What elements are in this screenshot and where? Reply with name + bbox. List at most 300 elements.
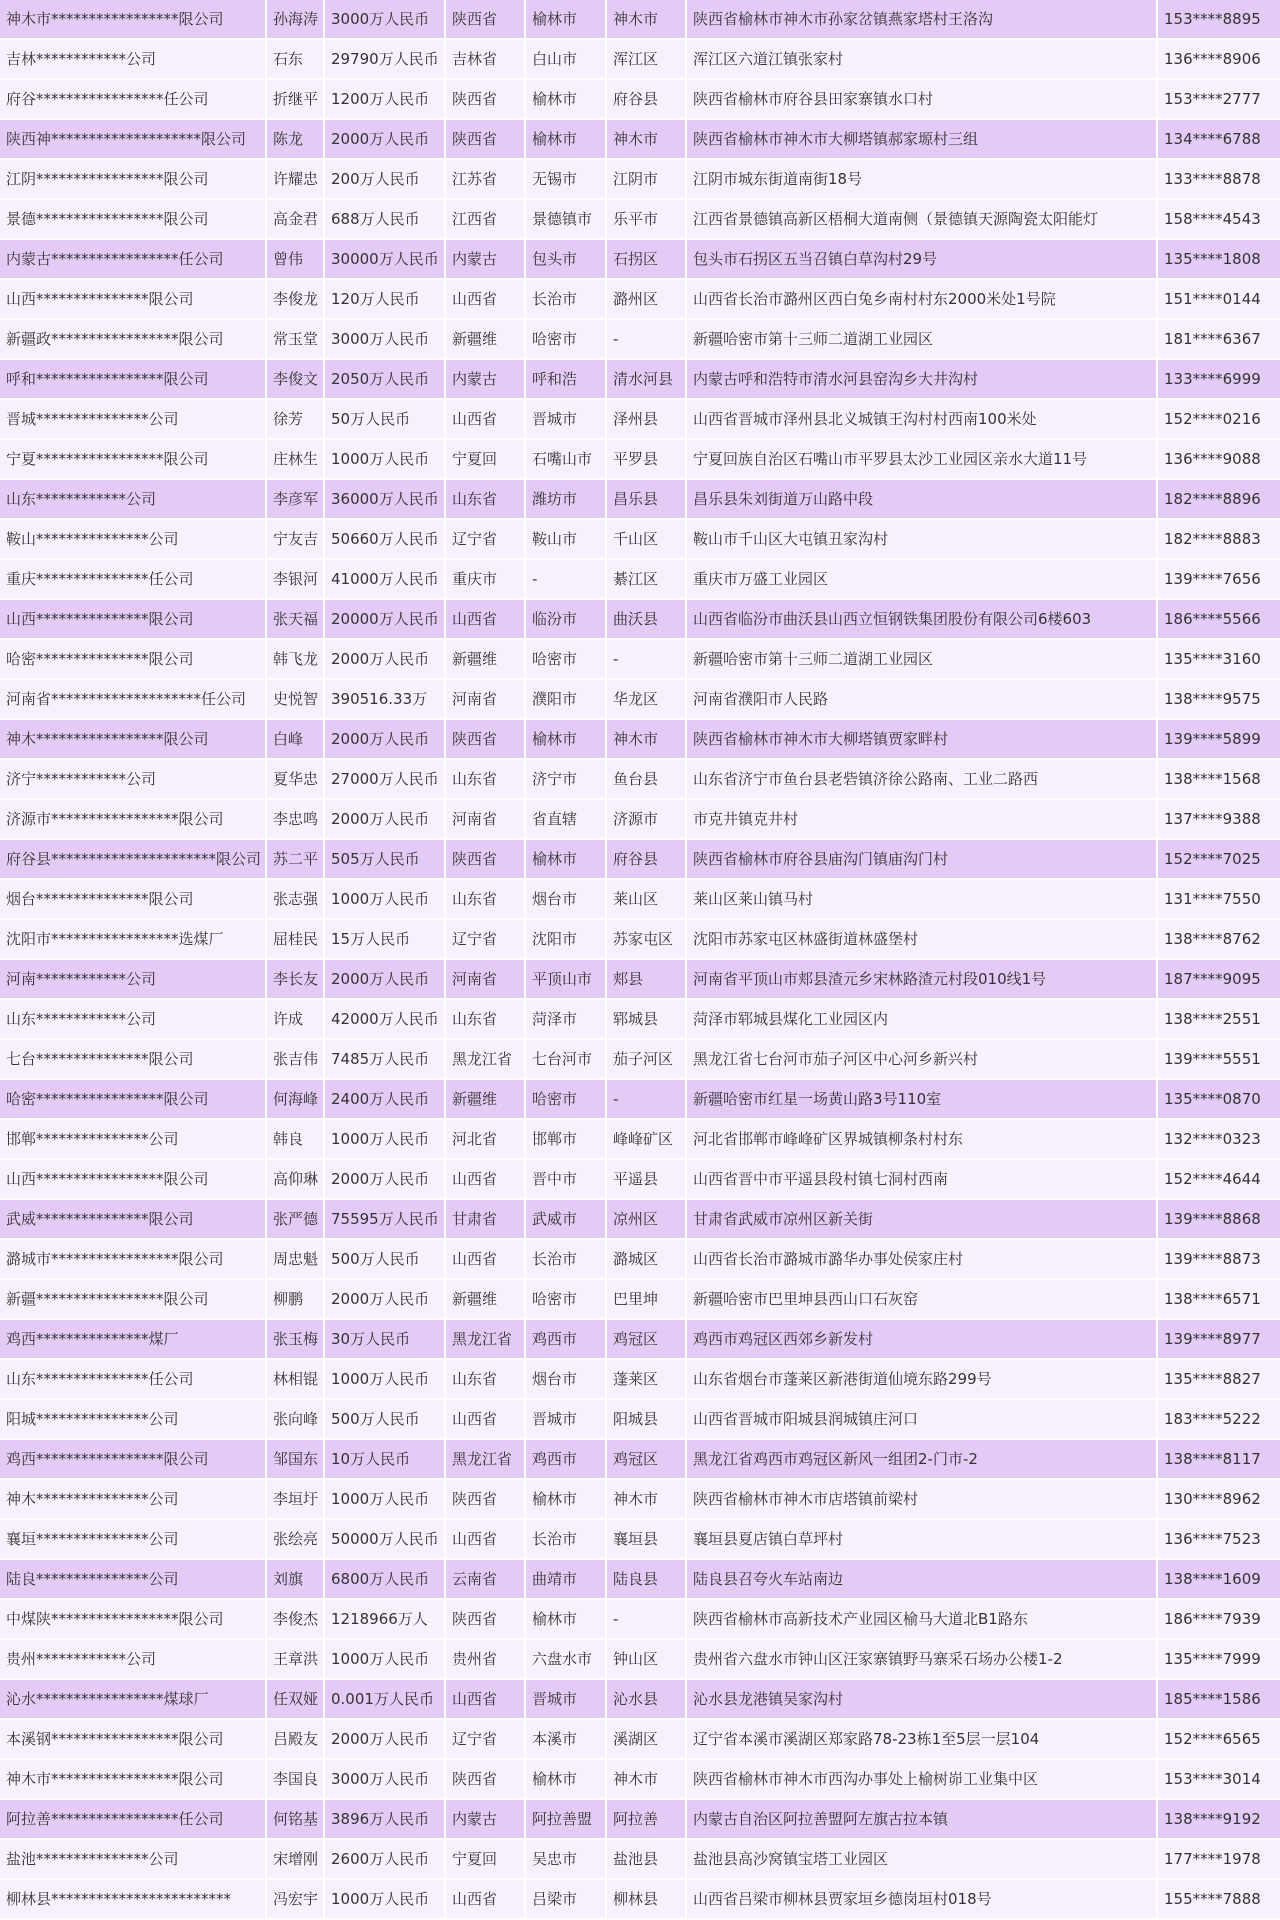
- district-cell: 浑江区: [606, 39, 686, 79]
- phone-cell: 133****6999: [1157, 359, 1280, 399]
- district-cell: 溪湖区: [606, 1719, 686, 1759]
- table-row: [0, 1479, 1280, 1519]
- company-name-cell: 鸡西*****************限公司: [0, 1439, 266, 1479]
- city-cell: 濮阳市: [525, 679, 606, 719]
- capital-cell: 3896万人民币: [324, 1799, 445, 1839]
- address-cell: 包头市石拐区五当召镇白草沟村29号: [686, 239, 1157, 279]
- city-cell: 榆林市: [525, 719, 606, 759]
- address-cell: 陕西省榆林市神木市大柳塔镇贾家畔村: [686, 719, 1157, 759]
- phone-cell: 133****8878: [1157, 159, 1280, 199]
- legal-rep-cell: 曾伟: [266, 239, 324, 279]
- phone-cell: 135****1808: [1157, 239, 1280, 279]
- phone-cell: 138****8117: [1157, 1439, 1280, 1479]
- phone-cell: 130****8962: [1157, 1479, 1280, 1519]
- city-cell: 烟台市: [525, 1359, 606, 1399]
- table-row: [0, 239, 1280, 279]
- city-cell: 哈密市: [525, 1279, 606, 1319]
- city-cell: 哈密市: [525, 639, 606, 679]
- city-cell: 烟台市: [525, 879, 606, 919]
- capital-cell: 2000万人民币: [324, 1159, 445, 1199]
- company-name-cell: 山东************公司: [0, 999, 266, 1039]
- table-row: [0, 799, 1280, 839]
- district-cell: 峰峰矿区: [606, 1119, 686, 1159]
- capital-cell: 1000万人民币: [324, 1639, 445, 1679]
- legal-rep-cell: 李俊龙: [266, 279, 324, 319]
- city-cell: 七台河市: [525, 1039, 606, 1079]
- district-cell: -: [606, 639, 686, 679]
- phone-cell: 135****0870: [1157, 1079, 1280, 1119]
- address-cell: 莱山区莱山镇马村: [686, 879, 1157, 919]
- company-name-cell: 邯郸***************公司: [0, 1119, 266, 1159]
- district-cell: 钟山区: [606, 1639, 686, 1679]
- province-cell: 山东省: [445, 759, 525, 799]
- company-name-cell: 神木市*****************限公司: [0, 0, 266, 39]
- company-name-cell: 山东***************任公司: [0, 1359, 266, 1399]
- district-cell: 茄子河区: [606, 1039, 686, 1079]
- legal-rep-cell: 吕殿友: [266, 1719, 324, 1759]
- capital-cell: 1000万人民币: [324, 879, 445, 919]
- legal-rep-cell: 柳鹏: [266, 1279, 324, 1319]
- district-cell: 沁水县: [606, 1679, 686, 1719]
- province-cell: 新疆维: [445, 1279, 525, 1319]
- address-cell: 陕西省榆林市神木市西沟办事处上榆树峁工业集中区: [686, 1759, 1157, 1799]
- legal-rep-cell: 韩良: [266, 1119, 324, 1159]
- district-cell: 神木市: [606, 0, 686, 39]
- company-name-cell: 重庆***************任公司: [0, 559, 266, 599]
- city-cell: 白山市: [525, 39, 606, 79]
- city-cell: 吴忠市: [525, 1839, 606, 1879]
- company-name-cell: 河南************公司: [0, 959, 266, 999]
- province-cell: 黑龙江省: [445, 1319, 525, 1359]
- capital-cell: 20000万人民币: [324, 599, 445, 639]
- legal-rep-cell: 张吉伟: [266, 1039, 324, 1079]
- company-name-cell: 阳城***************公司: [0, 1399, 266, 1439]
- phone-cell: 186****7939: [1157, 1599, 1280, 1639]
- capital-cell: 1000万人民币: [324, 439, 445, 479]
- capital-cell: 500万人民币: [324, 1399, 445, 1439]
- capital-cell: 1200万人民币: [324, 79, 445, 119]
- phone-cell: 138****8762: [1157, 919, 1280, 959]
- phone-cell: 136****9088: [1157, 439, 1280, 479]
- legal-rep-cell: 李俊文: [266, 359, 324, 399]
- city-cell: 晋城市: [525, 1399, 606, 1439]
- district-cell: 潞州区: [606, 279, 686, 319]
- district-cell: 府谷县: [606, 79, 686, 119]
- capital-cell: 200万人民币: [324, 159, 445, 199]
- city-cell: 本溪市: [525, 1719, 606, 1759]
- province-cell: 陕西省: [445, 1599, 525, 1639]
- table-row: [0, 1199, 1280, 1239]
- capital-cell: 500万人民币: [324, 1239, 445, 1279]
- capital-cell: 41000万人民币: [324, 559, 445, 599]
- company-name-cell: 山西***************限公司: [0, 279, 266, 319]
- city-cell: 哈密市: [525, 319, 606, 359]
- capital-cell: 2000万人民币: [324, 719, 445, 759]
- city-cell: 景德镇市: [525, 199, 606, 239]
- district-cell: 巴里坤: [606, 1279, 686, 1319]
- table-row: [0, 839, 1280, 879]
- district-cell: 蓬莱区: [606, 1359, 686, 1399]
- company-name-cell: 沁水*****************煤球厂: [0, 1679, 266, 1719]
- table-row: [0, 39, 1280, 79]
- district-cell: 陆良县: [606, 1559, 686, 1599]
- legal-rep-cell: 许成: [266, 999, 324, 1039]
- district-cell: 平遥县: [606, 1159, 686, 1199]
- city-cell: 榆林市: [525, 1479, 606, 1519]
- city-cell: 吕梁市: [525, 1879, 606, 1919]
- legal-rep-cell: 苏二平: [266, 839, 324, 879]
- legal-rep-cell: 冯宏宇: [266, 1879, 324, 1919]
- address-cell: 河南省濮阳市人民路: [686, 679, 1157, 719]
- city-cell: 武威市: [525, 1199, 606, 1239]
- legal-rep-cell: 张天福: [266, 599, 324, 639]
- district-cell: 郓城县: [606, 999, 686, 1039]
- province-cell: 陕西省: [445, 1759, 525, 1799]
- capital-cell: 120万人民币: [324, 279, 445, 319]
- district-cell: 神木市: [606, 1759, 686, 1799]
- district-cell: 石拐区: [606, 239, 686, 279]
- company-name-cell: 山西***************限公司: [0, 599, 266, 639]
- address-cell: 山西省长治市潞城市潞华办事处侯家庄村: [686, 1239, 1157, 1279]
- table-row: [0, 1039, 1280, 1079]
- address-cell: 市克井镇克井村: [686, 799, 1157, 839]
- address-cell: 新疆哈密市第十三师二道湖工业园区: [686, 639, 1157, 679]
- address-cell: 襄垣县夏店镇白草坪村: [686, 1519, 1157, 1559]
- address-cell: 山东省烟台市蓬莱区新港街道仙境东路299号: [686, 1359, 1157, 1399]
- company-name-cell: 山东************公司: [0, 479, 266, 519]
- city-cell: 曲靖市: [525, 1559, 606, 1599]
- province-cell: 山西省: [445, 599, 525, 639]
- capital-cell: 1000万人民币: [324, 1479, 445, 1519]
- city-cell: 邯郸市: [525, 1119, 606, 1159]
- phone-cell: 187****9095: [1157, 959, 1280, 999]
- capital-cell: 2050万人民币: [324, 359, 445, 399]
- district-cell: 郏县: [606, 959, 686, 999]
- phone-cell: 139****5551: [1157, 1039, 1280, 1079]
- province-cell: 辽宁省: [445, 519, 525, 559]
- legal-rep-cell: 刘旗: [266, 1559, 324, 1599]
- legal-rep-cell: 史悦智: [266, 679, 324, 719]
- legal-rep-cell: 徐芳: [266, 399, 324, 439]
- province-cell: 河南省: [445, 799, 525, 839]
- phone-cell: 158****4543: [1157, 199, 1280, 239]
- capital-cell: 42000万人民币: [324, 999, 445, 1039]
- company-name-cell: 阿拉善*****************任公司: [0, 1799, 266, 1839]
- province-cell: 陕西省: [445, 79, 525, 119]
- table-row: [0, 919, 1280, 959]
- company-name-cell: 济源市*****************限公司: [0, 799, 266, 839]
- company-name-cell: 柳林县************************: [0, 1879, 266, 1919]
- province-cell: 贵州省: [445, 1639, 525, 1679]
- table-row: [0, 1519, 1280, 1559]
- table-row: [0, 1599, 1280, 1639]
- province-cell: 宁夏回: [445, 1839, 525, 1879]
- table-row: [0, 719, 1280, 759]
- table-row: [0, 519, 1280, 559]
- city-cell: 平顶山市: [525, 959, 606, 999]
- table-row: [0, 759, 1280, 799]
- city-cell: 哈密市: [525, 1079, 606, 1119]
- city-cell: 榆林市: [525, 119, 606, 159]
- city-cell: 石嘴山市: [525, 439, 606, 479]
- capital-cell: 505万人民币: [324, 839, 445, 879]
- table-row: [0, 639, 1280, 679]
- phone-cell: 185****1586: [1157, 1679, 1280, 1719]
- capital-cell: 0.001万人民币: [324, 1679, 445, 1719]
- city-cell: 呼和浩: [525, 359, 606, 399]
- capital-cell: 2000万人民币: [324, 799, 445, 839]
- table-row: [0, 959, 1280, 999]
- legal-rep-cell: 张向峰: [266, 1399, 324, 1439]
- district-cell: -: [606, 319, 686, 359]
- phone-cell: 136****7523: [1157, 1519, 1280, 1559]
- company-name-cell: 江阴*****************限公司: [0, 159, 266, 199]
- table-row: [0, 279, 1280, 319]
- address-cell: 陕西省榆林市高新技术产业园区榆马大道北B1路东: [686, 1599, 1157, 1639]
- address-cell: 山西省晋城市泽州县北义城镇王沟村村西南100米处: [686, 399, 1157, 439]
- table-row: [0, 1799, 1280, 1839]
- province-cell: 陕西省: [445, 0, 525, 39]
- table-row: [0, 319, 1280, 359]
- capital-cell: 30000万人民币: [324, 239, 445, 279]
- city-cell: 鸡西市: [525, 1319, 606, 1359]
- district-cell: 府谷县: [606, 839, 686, 879]
- district-cell: 阳城县: [606, 1399, 686, 1439]
- city-cell: 济宁市: [525, 759, 606, 799]
- district-cell: 鱼台县: [606, 759, 686, 799]
- city-cell: 榆林市: [525, 1759, 606, 1799]
- company-name-cell: 陕西神********************限公司: [0, 119, 266, 159]
- table-row: [0, 439, 1280, 479]
- table-row: [0, 1759, 1280, 1799]
- address-cell: 江西省景德镇高新区梧桐大道南侧（景德镇天源陶瓷太阳能灯: [686, 199, 1157, 239]
- capital-cell: 2000万人民币: [324, 119, 445, 159]
- district-cell: 凉州区: [606, 1199, 686, 1239]
- phone-cell: 151****0144: [1157, 279, 1280, 319]
- capital-cell: 15万人民币: [324, 919, 445, 959]
- legal-rep-cell: 庄林生: [266, 439, 324, 479]
- capital-cell: 1000万人民币: [324, 1119, 445, 1159]
- phone-cell: 138****9192: [1157, 1799, 1280, 1839]
- table-row: [0, 1559, 1280, 1599]
- phone-cell: 131****7550: [1157, 879, 1280, 919]
- legal-rep-cell: 高金君: [266, 199, 324, 239]
- address-cell: 河南省平顶山市郏县渣元乡宋林路渣元村段010线1号: [686, 959, 1157, 999]
- address-cell: 浑江区六道江镇张家村: [686, 39, 1157, 79]
- city-cell: 菏泽市: [525, 999, 606, 1039]
- phone-cell: 138****9575: [1157, 679, 1280, 719]
- capital-cell: 3000万人民币: [324, 1759, 445, 1799]
- province-cell: 新疆维: [445, 319, 525, 359]
- table-row: [0, 1879, 1280, 1919]
- legal-rep-cell: 张绘亮: [266, 1519, 324, 1559]
- city-cell: 晋城市: [525, 1679, 606, 1719]
- phone-cell: 183****5222: [1157, 1399, 1280, 1439]
- address-cell: 新疆哈密市第十三师二道湖工业园区: [686, 319, 1157, 359]
- table-row: [0, 1399, 1280, 1439]
- capital-cell: 10万人民币: [324, 1439, 445, 1479]
- company-name-cell: 神木*****************限公司: [0, 719, 266, 759]
- address-cell: 重庆市万盛工业园区: [686, 559, 1157, 599]
- legal-rep-cell: 屈桂民: [266, 919, 324, 959]
- district-cell: 盐池县: [606, 1839, 686, 1879]
- legal-rep-cell: 何铭基: [266, 1799, 324, 1839]
- phone-cell: 182****8883: [1157, 519, 1280, 559]
- province-cell: 江西省: [445, 199, 525, 239]
- address-cell: 昌乐县朱刘街道万山路中段: [686, 479, 1157, 519]
- capital-cell: 2000万人民币: [324, 1279, 445, 1319]
- province-cell: 新疆维: [445, 639, 525, 679]
- table-row: [0, 1239, 1280, 1279]
- table-row: [0, 1279, 1280, 1319]
- legal-rep-cell: 张玉梅: [266, 1319, 324, 1359]
- table-row: [0, 0, 1280, 39]
- company-name-cell: 武威***************限公司: [0, 1199, 266, 1239]
- address-cell: 陕西省榆林市神木市店塔镇前梁村: [686, 1479, 1157, 1519]
- phone-cell: 138****6571: [1157, 1279, 1280, 1319]
- phone-cell: 139****7656: [1157, 559, 1280, 599]
- city-cell: 长治市: [525, 1239, 606, 1279]
- district-cell: 苏家屯区: [606, 919, 686, 959]
- city-cell: 榆林市: [525, 0, 606, 39]
- province-cell: 山西省: [445, 1159, 525, 1199]
- district-cell: 襄垣县: [606, 1519, 686, 1559]
- province-cell: 河南省: [445, 679, 525, 719]
- province-cell: 山西省: [445, 1239, 525, 1279]
- phone-cell: 152****0216: [1157, 399, 1280, 439]
- capital-cell: 390516.33万: [324, 679, 445, 719]
- phone-cell: 132****0323: [1157, 1119, 1280, 1159]
- company-name-cell: 晋城***************公司: [0, 399, 266, 439]
- address-cell: 山西省吕梁市柳林县贾家垣乡德岗垣村018号: [686, 1879, 1157, 1919]
- phone-cell: 139****8977: [1157, 1319, 1280, 1359]
- legal-rep-cell: 白峰: [266, 719, 324, 759]
- phone-cell: 139****8873: [1157, 1239, 1280, 1279]
- table-row: [0, 399, 1280, 439]
- legal-rep-cell: 李彦军: [266, 479, 324, 519]
- phone-cell: 177****1978: [1157, 1839, 1280, 1879]
- province-cell: 云南省: [445, 1559, 525, 1599]
- capital-cell: 75595万人民币: [324, 1199, 445, 1239]
- phone-cell: 139****8868: [1157, 1199, 1280, 1239]
- province-cell: 陕西省: [445, 719, 525, 759]
- address-cell: 新疆哈密市红星一场黄山路3号110室: [686, 1079, 1157, 1119]
- address-cell: 菏泽市郓城县煤化工业园区内: [686, 999, 1157, 1039]
- legal-rep-cell: 高仰琳: [266, 1159, 324, 1199]
- city-cell: 鞍山市: [525, 519, 606, 559]
- legal-rep-cell: 李忠鸣: [266, 799, 324, 839]
- address-cell: 山东省济宁市鱼台县老砦镇济徐公路南、工业二路西: [686, 759, 1157, 799]
- phone-cell: 186****5566: [1157, 599, 1280, 639]
- city-cell: 榆林市: [525, 79, 606, 119]
- capital-cell: 29790万人民币: [324, 39, 445, 79]
- legal-rep-cell: 林相锟: [266, 1359, 324, 1399]
- table-row: [0, 1839, 1280, 1879]
- province-cell: 陕西省: [445, 119, 525, 159]
- address-cell: 陕西省榆林市神木市大柳塔镇郝家塬村三组: [686, 119, 1157, 159]
- province-cell: 山东省: [445, 999, 525, 1039]
- address-cell: 山西省长治市潞州区西白兔乡南村村东2000米处1号院: [686, 279, 1157, 319]
- district-cell: 乐平市: [606, 199, 686, 239]
- city-cell: 无锡市: [525, 159, 606, 199]
- address-cell: 陕西省榆林市神木市孙家岔镇燕家塔村王洛沟: [686, 0, 1157, 39]
- province-cell: 江苏省: [445, 159, 525, 199]
- province-cell: 新疆维: [445, 1079, 525, 1119]
- table-row: [0, 1119, 1280, 1159]
- legal-rep-cell: 李俊杰: [266, 1599, 324, 1639]
- table-row: [0, 1079, 1280, 1119]
- company-name-cell: 哈密*****************限公司: [0, 1079, 266, 1119]
- city-cell: 长治市: [525, 1519, 606, 1559]
- city-cell: 六盘水市: [525, 1639, 606, 1679]
- province-cell: 河南省: [445, 959, 525, 999]
- district-cell: -: [606, 1079, 686, 1119]
- address-cell: 鸡西市鸡冠区西郊乡新发村: [686, 1319, 1157, 1359]
- capital-cell: 27000万人民币: [324, 759, 445, 799]
- address-cell: 黑龙江省七台河市茄子河区中心河乡新兴村: [686, 1039, 1157, 1079]
- phone-cell: 155****7888: [1157, 1879, 1280, 1919]
- district-cell: 昌乐县: [606, 479, 686, 519]
- address-cell: 黑龙江省鸡西市鸡冠区新风一组团2-门市-2: [686, 1439, 1157, 1479]
- district-cell: 泽州县: [606, 399, 686, 439]
- table-row: [0, 479, 1280, 519]
- company-name-cell: 府谷县**********************限公司: [0, 839, 266, 879]
- company-name-cell: 沈阳市*****************选煤厂: [0, 919, 266, 959]
- district-cell: 鸡冠区: [606, 1319, 686, 1359]
- phone-cell: 153****2777: [1157, 79, 1280, 119]
- province-cell: 内蒙古: [445, 359, 525, 399]
- company-name-cell: 济宁************公司: [0, 759, 266, 799]
- company-name-cell: 宁夏*****************限公司: [0, 439, 266, 479]
- capital-cell: 6800万人民币: [324, 1559, 445, 1599]
- district-cell: 千山区: [606, 519, 686, 559]
- company-name-cell: 呼和*****************限公司: [0, 359, 266, 399]
- company-name-cell: 盐池***************公司: [0, 1839, 266, 1879]
- legal-rep-cell: 常玉堂: [266, 319, 324, 359]
- company-name-cell: 内蒙古*****************任公司: [0, 239, 266, 279]
- legal-rep-cell: 韩飞龙: [266, 639, 324, 679]
- legal-rep-cell: 任双娅: [266, 1679, 324, 1719]
- province-cell: 山西省: [445, 1879, 525, 1919]
- phone-cell: 138****1609: [1157, 1559, 1280, 1599]
- table-row: [0, 1359, 1280, 1399]
- city-cell: 省直辖: [525, 799, 606, 839]
- province-cell: 山西省: [445, 1679, 525, 1719]
- capital-cell: 2000万人民币: [324, 1719, 445, 1759]
- district-cell: 綦江区: [606, 559, 686, 599]
- phone-cell: 135****7999: [1157, 1639, 1280, 1679]
- address-cell: 沁水县龙港镇吴家沟村: [686, 1679, 1157, 1719]
- province-cell: 陕西省: [445, 1479, 525, 1519]
- address-cell: 沈阳市苏家屯区林盛街道林盛堡村: [686, 919, 1157, 959]
- address-cell: 陕西省榆林市府谷县田家寨镇水口村: [686, 79, 1157, 119]
- district-cell: 神木市: [606, 119, 686, 159]
- district-cell: 济源市: [606, 799, 686, 839]
- province-cell: 陕西省: [445, 839, 525, 879]
- address-cell: 山西省晋城市阳城县润城镇庄河口: [686, 1399, 1157, 1439]
- company-name-cell: 贵州************公司: [0, 1639, 266, 1679]
- district-cell: 潞城区: [606, 1239, 686, 1279]
- city-cell: 包头市: [525, 239, 606, 279]
- address-cell: 山西省晋中市平遥县段村镇七洞村西南: [686, 1159, 1157, 1199]
- district-cell: 清水河县: [606, 359, 686, 399]
- company-name-cell: 七台***************限公司: [0, 1039, 266, 1079]
- table-row: [0, 999, 1280, 1039]
- legal-rep-cell: 宁友吉: [266, 519, 324, 559]
- legal-rep-cell: 李垣圩: [266, 1479, 324, 1519]
- company-name-cell: 山西*****************限公司: [0, 1159, 266, 1199]
- province-cell: 山东省: [445, 1359, 525, 1399]
